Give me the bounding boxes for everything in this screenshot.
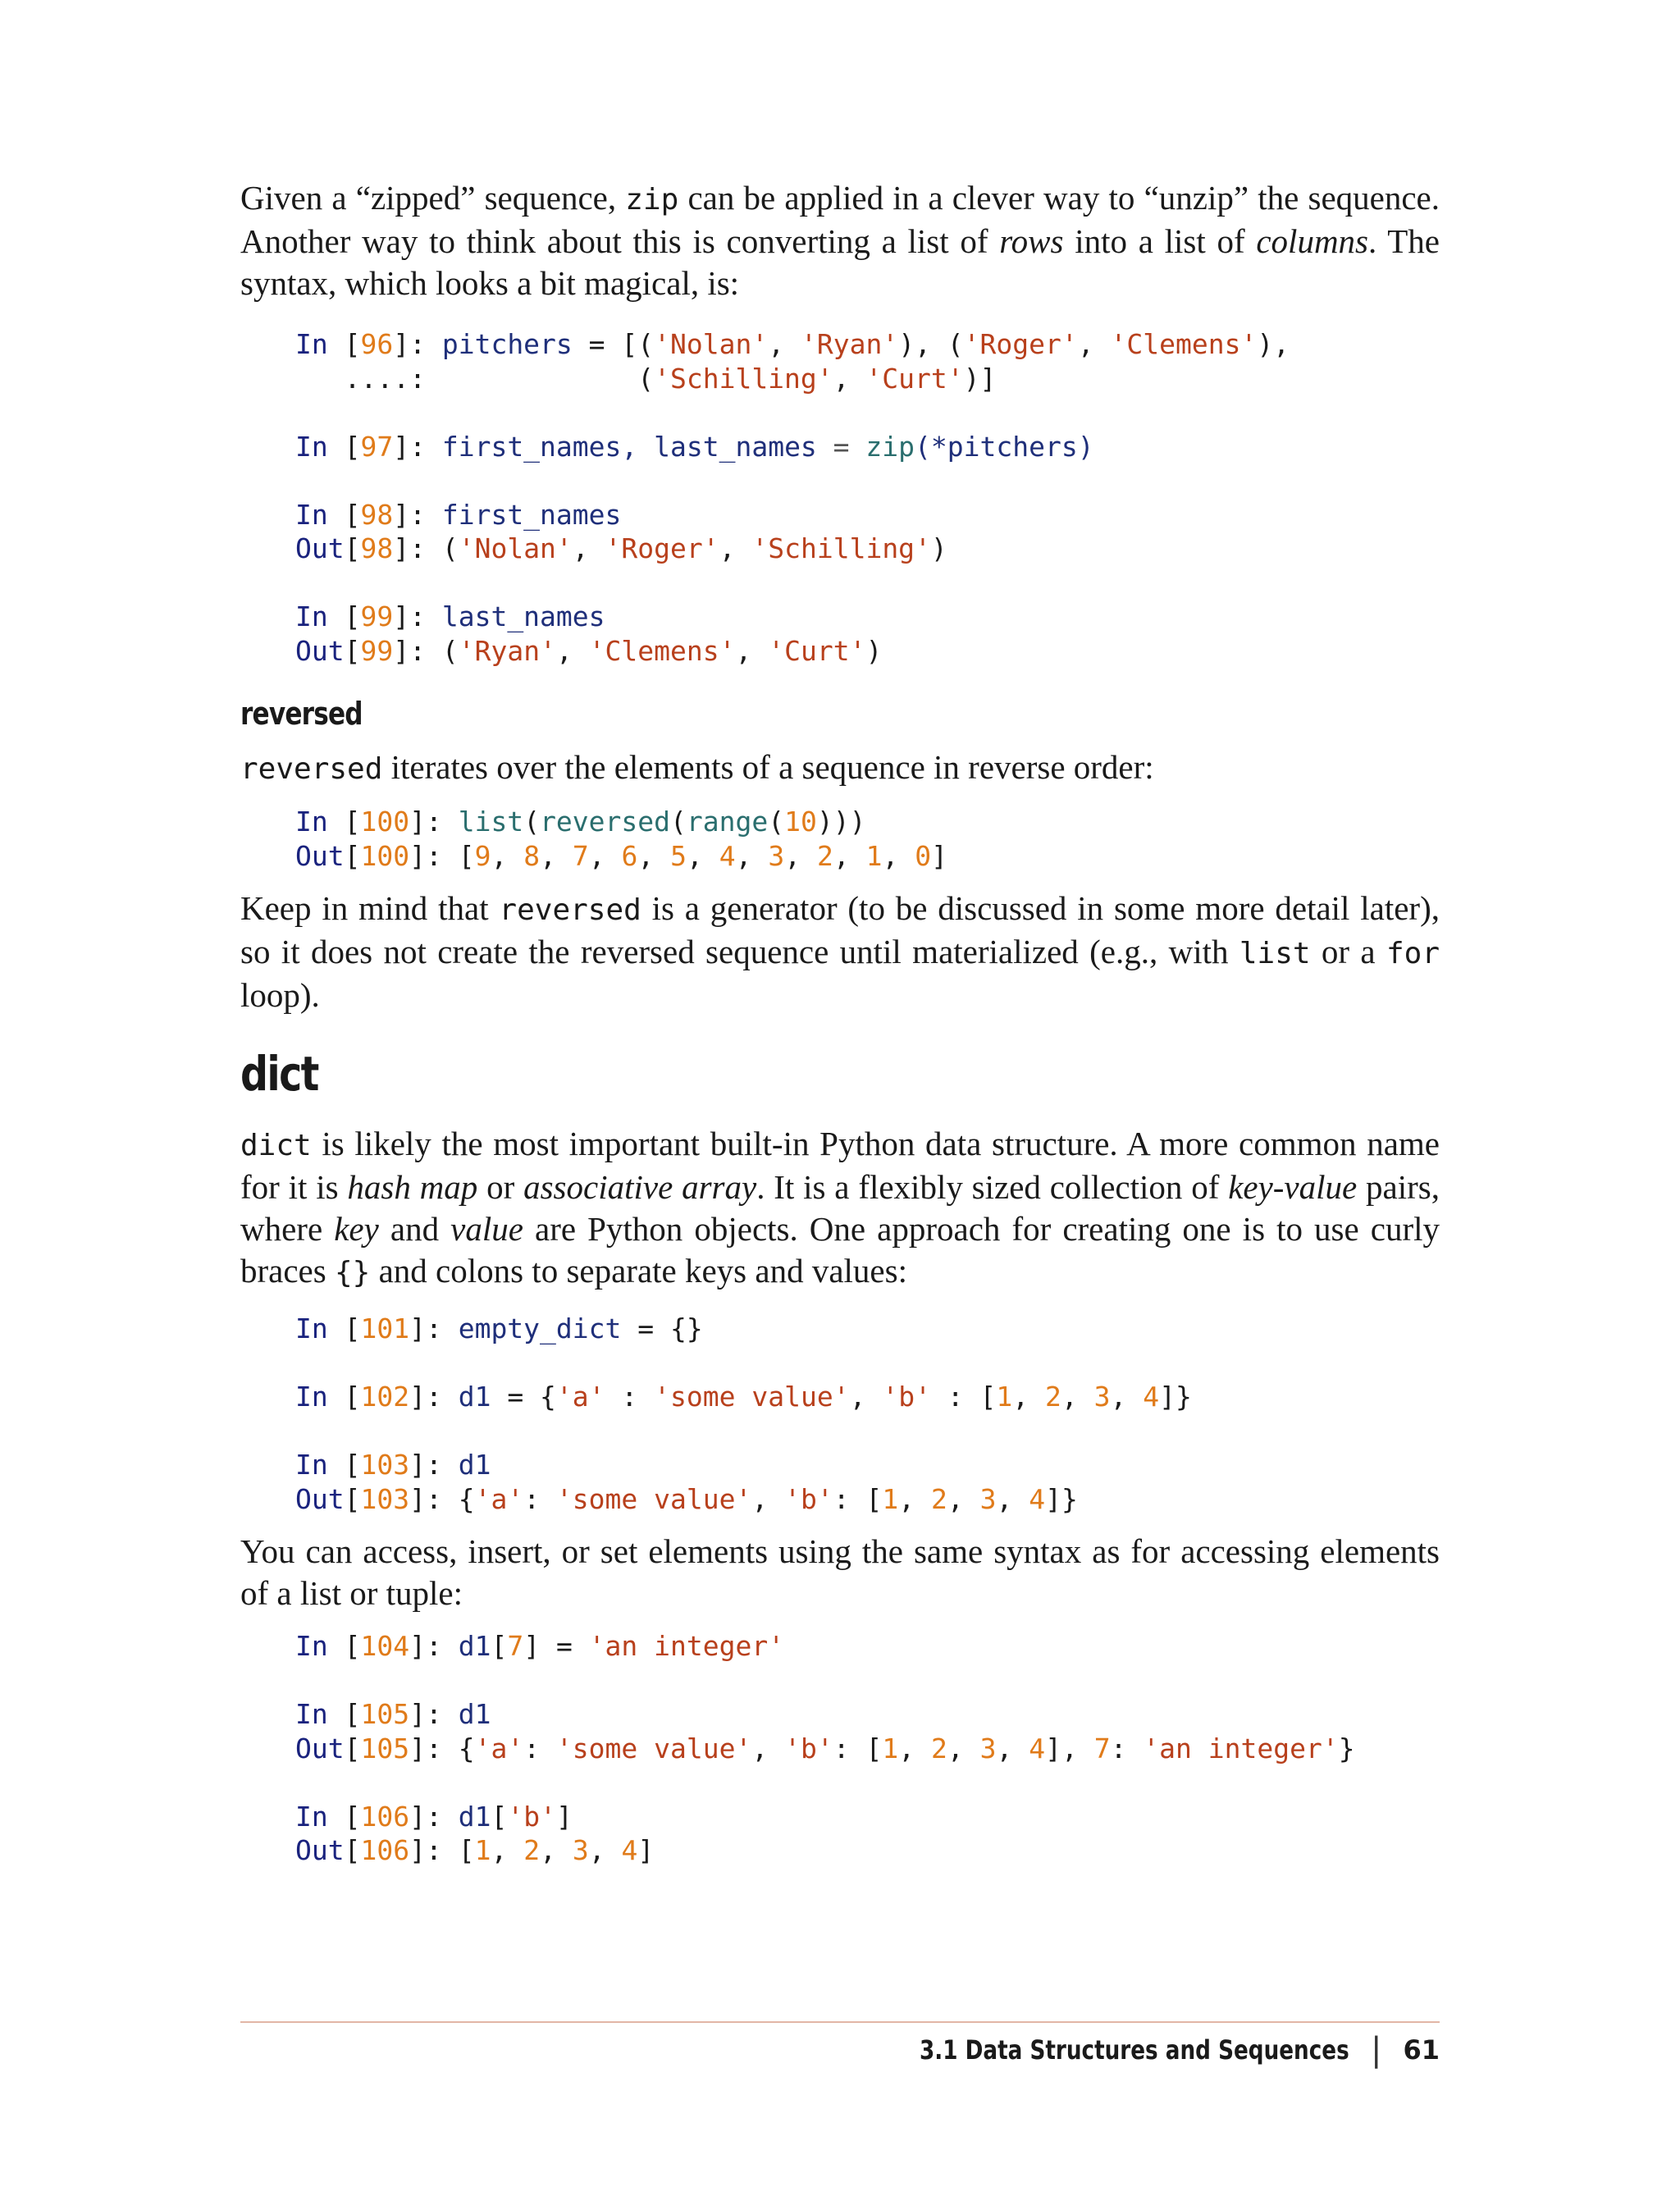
code-token: , (735, 634, 769, 667)
code-token: 4 (1029, 1732, 1046, 1764)
code-token: ]: [ (409, 1834, 475, 1866)
code-token: = {} (621, 1312, 703, 1344)
list-number: 9 (474, 839, 491, 872)
text: into a list of (1063, 222, 1257, 260)
code-token: 'a' (474, 1482, 524, 1515)
paragraph-generator-note (240, 888, 1440, 1016)
code-token: 98 (360, 532, 394, 564)
subheading-reversed: reversed (240, 696, 363, 732)
code-token: first_names (441, 498, 622, 531)
text: pairs, where (240, 1168, 1440, 1248)
code-token: d1 (458, 1698, 491, 1730)
code-token: ( (523, 806, 541, 838)
code-token: : (1110, 1732, 1144, 1764)
code-token: 100 (360, 839, 410, 872)
code-token: 'Ryan' (458, 634, 556, 667)
code-token: , (849, 1381, 883, 1413)
text: or a (1310, 933, 1386, 970)
code-token: : (605, 1381, 655, 1413)
code-token: ]: (409, 1630, 459, 1662)
emphasis: columns (1256, 222, 1369, 260)
code-token: ]} (1045, 1482, 1078, 1515)
text: is a generator (to be discussed in some more detail later), so it does not create the reversed sequence until materialized (e.g., with (240, 889, 1440, 970)
list-number: 1 (865, 839, 883, 872)
inline-code: list (1239, 937, 1311, 970)
code-token: ))) (816, 806, 866, 838)
code-token: ]: (409, 1449, 459, 1481)
code-token: reversed (540, 806, 671, 838)
code-token: ) (930, 532, 947, 564)
code-token: ]: ( (393, 532, 459, 564)
list-number: 2 (816, 839, 833, 872)
code-token: ]: (393, 328, 442, 360)
code-token: ( (670, 806, 687, 838)
code-token: list (458, 806, 524, 838)
code-token: 'Schilling' (654, 362, 833, 395)
text: . The syntax, which looks a bit magical, is: (240, 222, 1440, 302)
code-token: ), (1257, 328, 1290, 360)
code-token: 106 (360, 1834, 410, 1866)
text: can be applied in a clever way to “unzip” the sequence. Another way to think about this is converting a list of (240, 179, 1440, 260)
code-token: ] (637, 1834, 655, 1866)
text: You can access, insert, or set elements using the same syntax as for accessing elements of a list or tuple: (240, 1532, 1440, 1612)
section-heading-dict: dict (240, 1046, 318, 1102)
paragraph-dict-access (240, 1531, 1440, 1614)
text: . It is a flexibly sized collection of (756, 1168, 1229, 1206)
text: are Python objects. One approach for creating one is to use curly braces (240, 1210, 1440, 1290)
code-token: ]} (1159, 1381, 1192, 1413)
code-token: 'Curt' (865, 362, 964, 395)
code-token: 3 (572, 1834, 589, 1866)
code-block-dict-access: In [104]: d1[7] = 'an integer' In [105]: d1 Out[105]: {'a': 'some value', 'b': [1, 2, 3, 4], 7: 'an integer'} In [106]: d1['b'] Out[106]: [1, 2, 3, 4] (295, 1630, 1355, 1866)
code-token: ] = (523, 1630, 589, 1662)
emphasis: key (334, 1210, 379, 1248)
code-token: (*pitchers) (915, 430, 1094, 463)
emphasis: rows (999, 222, 1064, 260)
code-token: In (295, 1630, 345, 1662)
code-token: Out (295, 1732, 345, 1764)
code-token: ]: (393, 430, 442, 463)
code-token: In (295, 1800, 345, 1833)
inline-code: reversed (499, 893, 641, 927)
code-token: 7 (507, 1630, 524, 1662)
code-token: 'Ryan' (800, 328, 899, 360)
code-token: d1 (458, 1449, 491, 1481)
code-token: empty_dict (458, 1312, 622, 1344)
emphasis: hash map (347, 1168, 478, 1206)
code-token: 1 (996, 1381, 1013, 1413)
footer-divider (240, 2021, 1440, 2023)
code-token: : [ (930, 1381, 997, 1413)
code-token: d1 (458, 1800, 491, 1833)
code-token: , (1077, 328, 1111, 360)
code-token: 4 (1029, 1482, 1046, 1515)
inline-code: dict (240, 1129, 312, 1162)
code-token: 104 (360, 1630, 410, 1662)
code-token: : [ (833, 1482, 883, 1515)
code-token: 'Schilling' (751, 532, 931, 564)
paragraph-reversed-intro (240, 746, 1440, 790)
text: iterates over the elements of a sequence in reverse order: (382, 748, 1154, 786)
code-token: : (523, 1732, 556, 1764)
code-token: 'Clemens' (588, 634, 736, 667)
code-token: ( (425, 362, 655, 395)
code-token: 'an integer' (588, 1630, 785, 1662)
code-token: , (751, 1732, 785, 1764)
code-token: 96 (360, 328, 394, 360)
text: loop). (240, 976, 320, 1014)
page-footer (825, 2031, 1440, 2069)
code-token: 2 (930, 1482, 947, 1515)
code-token: 99 (360, 600, 394, 632)
text: Keep in mind that (240, 889, 500, 927)
text: or (477, 1168, 524, 1206)
code-token: 'Clemens' (1110, 328, 1258, 360)
footer-section-title: 3.1 Data Structures and Sequences (920, 2034, 1349, 2066)
number-list: 9, 8, 7, 6, 5, 4, 3, 2, 1, 0 (474, 839, 932, 872)
code-token: last_names (441, 600, 605, 632)
inline-code: reversed (240, 752, 383, 786)
code-token: = { (491, 1381, 556, 1413)
code-token: : (523, 1482, 556, 1515)
code-token: 2 (1045, 1381, 1061, 1413)
code-token: } (1338, 1732, 1355, 1764)
code-token: 4 (621, 1834, 638, 1866)
list-number: 4 (719, 839, 736, 872)
code-token: ]: (409, 806, 459, 838)
code-token: 2 (523, 1834, 541, 1866)
page-number: 61 (1403, 2034, 1440, 2066)
code-token: In (295, 430, 345, 463)
code-token: 2 (930, 1732, 947, 1764)
text: is likely the most important built-in Python data structure. A more common name for it is (240, 1125, 1440, 1206)
code-token: 3 (1093, 1381, 1111, 1413)
text: and (378, 1210, 451, 1248)
code-token: : [ (833, 1732, 883, 1764)
code-token: In (295, 1449, 345, 1481)
code-token: )] (963, 362, 997, 395)
code-token: pitchers (441, 328, 573, 360)
code-token: ] (555, 1800, 573, 1833)
code-token: 1 (882, 1732, 899, 1764)
code-token: 1 (474, 1834, 491, 1866)
code-token: In (295, 806, 345, 838)
emphasis: value (450, 1210, 523, 1248)
code-token: 'Roger' (605, 532, 719, 564)
code-block-zip: In [96]: pitchers = [('Nolan', 'Ryan'), ('Roger', 'Clemens'), ....: ('Schilling', 'Curt')] In [97]: first_names, last_names = zip(*pitchers) In [98]: first_names Out[98]: ('Nolan', 'Roger', 'Schilling') In [99]: last_names Out[99]: ('Ryan', 'Clemens', 'Curt') (295, 328, 1290, 667)
emphasis: key-value (1228, 1168, 1358, 1206)
code-token: In (295, 1381, 345, 1413)
list-number: 7 (572, 839, 589, 872)
code-token: 106 (360, 1800, 410, 1833)
code-token: 103 (360, 1449, 410, 1481)
code-token: ] (931, 839, 947, 872)
code-token: 102 (360, 1381, 410, 1413)
code-token: ]: { (409, 1482, 475, 1515)
text: and colons to separate keys and values: (370, 1252, 907, 1290)
code-token: 'some value' (654, 1381, 850, 1413)
code-token: Out (295, 634, 345, 667)
code-token: d1 (458, 1381, 491, 1413)
code-block-dict-create: In [101]: empty_dict = {} In [102]: d1 = {'a' : 'some value', 'b' : [1, 2, 3, 4]} In [103]: d1 Out[103]: {'a': 'some value', 'b': [1, 2, 3, 4]} (295, 1312, 1192, 1515)
code-token: 'b' (784, 1482, 833, 1515)
code-token: , (833, 362, 866, 395)
code-token: 97 (360, 430, 394, 463)
code-token: 'some value' (555, 1732, 752, 1764)
code-token: ]: (393, 600, 442, 632)
code-token: 101 (360, 1312, 410, 1344)
code-token: Out (295, 1482, 345, 1515)
code-token: ]: (393, 498, 442, 531)
code-token: d1 (458, 1630, 491, 1662)
footer-separator: | (1370, 2031, 1382, 2069)
code-token: 'a' (555, 1381, 605, 1413)
code-token: ]: [ (409, 839, 475, 872)
code-token: [ (491, 1800, 508, 1833)
code-token: ) (865, 634, 883, 667)
code-token: 100 (360, 806, 410, 838)
code-token: 'b' (784, 1732, 833, 1764)
code-token: , (555, 634, 589, 667)
code-token: 103 (360, 1482, 410, 1515)
list-number: 8 (523, 839, 541, 872)
list-number: 0 (915, 839, 932, 872)
code-token: 10 (784, 806, 817, 838)
list-number: 6 (621, 839, 638, 872)
code-token: range (686, 806, 769, 838)
code-token: [ (491, 1630, 508, 1662)
code-token: first_names, last_names (441, 430, 817, 463)
code-token: 'Curt' (768, 634, 866, 667)
code-token: ]: (409, 1698, 459, 1730)
code-token: 4 (1143, 1381, 1160, 1413)
code-token: 'b' (507, 1800, 556, 1833)
code-token: Out (295, 1834, 345, 1866)
text: Given a “zipped” sequence, (240, 179, 626, 217)
code-token: In (295, 328, 345, 360)
code-token: , (719, 532, 752, 564)
inline-code: for (1386, 937, 1440, 970)
code-token: 7 (1093, 1732, 1111, 1764)
list-number: 5 (670, 839, 687, 872)
code-token: 'Roger' (963, 328, 1078, 360)
code-token: 'Nolan' (654, 328, 769, 360)
code-token: ]: (409, 1312, 459, 1344)
code-token: In (295, 1698, 345, 1730)
code-token: Out (295, 839, 345, 872)
emphasis: associative array (523, 1168, 757, 1206)
code-token: ], (1045, 1732, 1094, 1764)
code-token: ), ( (898, 328, 964, 360)
code-token: ....: (295, 362, 426, 395)
code-token: , (572, 532, 605, 564)
code-token: 105 (360, 1732, 410, 1764)
list-number: 3 (768, 839, 785, 872)
code-token: = (816, 430, 866, 463)
code-token: 105 (360, 1698, 410, 1730)
code-token: 1 (882, 1482, 899, 1515)
code-token: Out (295, 532, 345, 564)
code-token: = [( (572, 328, 655, 360)
code-token: 'b' (882, 1381, 931, 1413)
code-token: , (768, 328, 801, 360)
paragraph-dict-intro (240, 1123, 1440, 1294)
inline-code: zip (625, 183, 679, 217)
code-token: ]: { (409, 1732, 475, 1764)
code-token: In (295, 600, 345, 632)
code-token: In (295, 498, 345, 531)
code-token: zip (865, 430, 915, 463)
code-token: 98 (360, 498, 394, 531)
code-token: 'a' (474, 1732, 524, 1764)
paragraph-unzip (240, 177, 1440, 304)
inline-code: {} (334, 1256, 371, 1290)
code-token: 'an integer' (1143, 1732, 1339, 1764)
code-token: ]: (409, 1381, 459, 1413)
code-token: 99 (360, 634, 394, 667)
code-token: ( (768, 806, 785, 838)
code-token: In (295, 1312, 345, 1344)
code-token: , (751, 1482, 785, 1515)
code-token: 'Nolan' (458, 532, 573, 564)
code-token: ]: ( (393, 634, 459, 667)
code-token: 3 (979, 1482, 997, 1515)
code-block-reversed: In [100]: list(reversed(range(10))) Out[100]: [9, 8, 7, 6, 5, 4, 3, 2, 1, 0] (295, 806, 947, 872)
code-token: 'some value' (555, 1482, 752, 1515)
code-token: ]: (409, 1800, 459, 1833)
code-token: 3 (979, 1732, 997, 1764)
page-content (240, 177, 1440, 1868)
